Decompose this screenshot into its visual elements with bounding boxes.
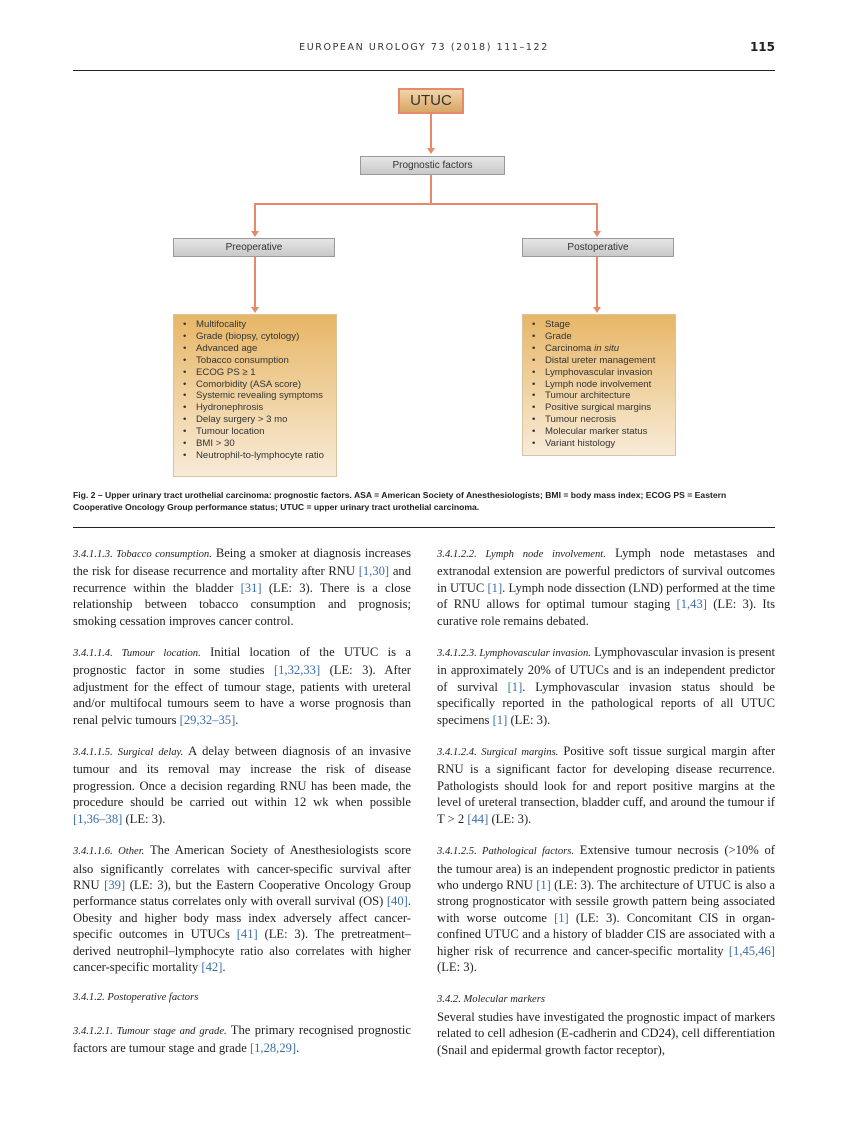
preoperative-factor: • Tobacco consumption (182, 355, 328, 367)
body-paragraph (73, 644, 411, 728)
paragraph-heading: 3.4.1.1.5. Surgical delay. (73, 747, 184, 759)
preoperative-node: Preoperative (173, 238, 335, 257)
paragraph-heading: 3.4.1.1.6. Other. (73, 846, 145, 858)
citation-link[interactable]: [42] (201, 959, 223, 974)
body-paragraph (437, 545, 775, 629)
preoperative-factor: • ECOG PS ≥ 1 (182, 367, 328, 379)
figure-caption: Fig. 2 – Upper urinary tract urothelial carcinoma: prognostic factors. ASA = American Society of Anesthesiologists; BMI = body mass index; ECOG PS = Eastern Cooperative Oncology Group performance status; UTUC = upper urinary tract urothelial carcinoma. (73, 490, 727, 512)
preoperative-factor: • Tumour location (182, 426, 328, 438)
paragraph-heading: 3.4.1.2.4. Surgical margins. (437, 747, 559, 759)
connector (254, 203, 256, 231)
paragraph-text: (LE: 3). (437, 959, 477, 974)
citation-link[interactable]: [1,32,33] (273, 663, 321, 678)
body-paragraph (437, 644, 775, 728)
section-heading: 3.4.2. Molecular markers (437, 994, 545, 1006)
body-paragraph (437, 842, 775, 975)
paragraph-text: (LE: 3). The pretreatment–derived neutrophil–lymphocyte ratio also correlates with higher cancer-specific mortality (73, 927, 412, 974)
citation-link[interactable]: [29,32–35] (179, 712, 236, 727)
postoperative-factor: • Tumour necrosis (531, 414, 667, 426)
caption-rule (73, 527, 775, 528)
header-rule (73, 70, 775, 71)
paragraph-text: . (235, 712, 239, 727)
utuc-node: UTUC (398, 88, 464, 114)
postoperative-factor: • Molecular marker status (531, 426, 667, 438)
postoperative-factor: • Tumour architecture (531, 390, 667, 402)
preoperative-factor: • Systemic revealing symptoms (182, 390, 328, 402)
left-column (73, 545, 411, 1072)
paragraph-text: (LE: 3). (507, 712, 551, 727)
citation-link[interactable]: [1,43] (676, 597, 707, 612)
citation-link[interactable]: [1,36–38] (73, 811, 123, 826)
postoperative-factor: • Positive surgical margins (531, 402, 667, 414)
postoperative-factors-list (522, 314, 676, 456)
body-paragraph (73, 842, 411, 975)
citation-link[interactable]: [44] (467, 811, 489, 826)
citation-link[interactable]: [1,28,29] (249, 1041, 297, 1056)
preoperative-factor: • Comorbidity (ASA score) (182, 379, 328, 391)
citation-link[interactable]: [1] (487, 580, 503, 595)
paragraph-text: Positive soft tissue surgical margin after RNU is a significant factor for developing disease recurrence. Pathologists should look for and report positive margins at the level of ureteral transection, bladder cuff, and around the tumour if T > 2 (437, 744, 776, 826)
citation-link[interactable]: [39] (104, 877, 126, 892)
postoperative-factor: • Variant histology (531, 438, 667, 450)
paragraph-text: (LE: 3). There is a close relationship between tobacco consumption and prognosis; smoking cessation improves cancer control. (73, 580, 411, 628)
preoperative-factor: • Delay surgery > 3 mo (182, 414, 328, 426)
arrow (251, 231, 259, 237)
connector (430, 175, 432, 203)
connector (596, 257, 598, 307)
paragraph-text: Being a smoker at diagnosis increases the risk for disease recurrence and mortality after RNU (73, 546, 412, 579)
citation-link[interactable]: [40] (386, 894, 408, 909)
citation-link[interactable]: [1] (492, 712, 508, 727)
citation-link[interactable]: [31] (240, 580, 262, 595)
connector (254, 257, 256, 307)
citation-link[interactable]: [1] (536, 877, 551, 892)
paragraph-heading: 3.4.1.2.3. Lymphovascular invasion. (437, 648, 591, 660)
body-paragraph (437, 743, 775, 827)
paragraph-text: A delay between diagnosis of an invasive tumour and its removal may increase the risk of disease progression. Once a decision regarding RNU has been made, the procedure should be carried out within 12 wk when possible (73, 744, 411, 810)
preoperative-factor: • BMI > 30 (182, 438, 328, 450)
postoperative-factor: • Stage (531, 319, 667, 331)
running-header (73, 42, 775, 62)
paragraph-text: and recurrence within the bladder (73, 564, 411, 595)
paragraph-heading: 3.4.1.1.3. Tobacco consumption. (73, 549, 212, 560)
paragraph-heading: 3.4.1.2.5. Pathological factors. (437, 846, 575, 858)
right-column (437, 545, 775, 1073)
paragraph-text: (LE: 3), but the Eastern Cooperative Oncology Group performance status correlates only with overall survival (OS) (73, 877, 411, 909)
preoperative-factors-list (173, 314, 337, 477)
paragraph-text: (LE: 3). The architecture of UTUC is also a strong prognosticator with sessile growth pattern being associated with worse outcome (437, 877, 775, 925)
citation-link[interactable]: [1] (554, 910, 569, 925)
paragraph-text: Lymph node metastases and extranodal extension are powerful predictors of survival outcomes in UTUC (437, 546, 775, 595)
preoperative-factor: • Hydronephrosis (182, 402, 328, 414)
connector (596, 203, 598, 231)
preoperative-factor: • Grade (biopsy, cytology) (182, 331, 328, 343)
preoperative-factor: • Advanced age (182, 343, 328, 355)
paragraph-text: . (296, 1041, 300, 1056)
preoperative-factor: • Multifocality (182, 319, 328, 331)
prognostic-factors-diagram (73, 80, 775, 480)
body-paragraph (73, 545, 411, 629)
arrow (251, 307, 259, 313)
postoperative-factor: • Carcinoma in situ (531, 343, 667, 355)
citation-link[interactable]: [1,30] (358, 564, 390, 579)
body-paragraph (73, 743, 411, 827)
paragraph-text: The primary recognised prognostic factors are tumour stage and grade (73, 1022, 411, 1056)
paragraph-text: Initial location of the UTUC is a prognostic factor in some studies (73, 645, 411, 678)
citation-link[interactable]: [1] (507, 679, 523, 694)
paragraph-text: Several studies have investigated the prognostic impact of markers related to cell adhesion (E-cadherin and CD24), cell differentiation (Snail and epidermal growth factor receptor), (437, 1009, 775, 1057)
journal-title: EUROPEAN UROLOGY 73 (2018) 111–122 (299, 42, 549, 53)
arrow (593, 231, 601, 237)
paragraph-heading: 3.4.1.2.1. Tumour stage and grade. (73, 1025, 227, 1037)
paragraph-heading: 3.4.1.1.4. Tumour location. (73, 648, 201, 660)
paragraph-text: The American Society of Anesthesiologists score also significantly correlates with cancer-specific survival after RNU (73, 843, 411, 892)
connector (430, 114, 432, 148)
postoperative-factor: • Lymph node involvement (531, 379, 667, 391)
paragraph-text: (LE: 3). (488, 811, 532, 826)
paragraph-text: . (222, 959, 226, 974)
paragraph-text: (LE: 3). Its curative role remains debated. (437, 597, 775, 628)
paragraph-text: . Obesity and higher body mass index adversely affect cancer-specific outcomes in UTUCs (73, 894, 411, 942)
arrow (593, 307, 601, 313)
section-heading: 3.4.1.2. Postoperative factors (73, 992, 199, 1004)
paragraph-text: . Lymphovascular invasion status should be specifically reported in the pathological reports of all UTUC specimens (437, 679, 775, 727)
citation-link[interactable]: [1,45,46] (728, 943, 775, 958)
preoperative-factor: • Neutrophil-to-lymphocyte ratio (182, 450, 328, 462)
paragraph-text: (LE: 3). (122, 811, 166, 826)
paragraph-text: (LE: 3). Concomitant CIS in organ-confined UTUC and a history of bladder CIS are associated with a higher risk of recurrence and cancer-specific mortality (437, 910, 776, 958)
postoperative-factor: • Distal ureter management (531, 355, 667, 367)
paragraph-text: Lymphovascular invasion is present in approximately 20% of UTUCs and is an independent predictor of survival (437, 645, 775, 694)
paragraph-text: Extensive tumour necrosis (>10% of the tumour area) is an independent prognostic predictor in patients who undergo RNU (437, 843, 775, 892)
prognostic-factors-node: Prognostic factors (360, 156, 505, 175)
paragraph-text: . Lymph node dissection (LND) performed at the time of RNU allows for optimal tumour staging (437, 580, 776, 612)
page-number: 115 (749, 40, 775, 54)
postoperative-factor: • Grade (531, 331, 667, 343)
arrow (427, 148, 435, 154)
postoperative-factor: • Lymphovascular invasion (531, 367, 667, 379)
body-paragraph (73, 990, 411, 1006)
body-paragraph (73, 1022, 411, 1057)
postoperative-node: Postoperative (522, 238, 674, 257)
body-paragraph (437, 990, 775, 1058)
connector (254, 203, 598, 205)
paragraph-text: (LE: 3). After adjustment for the effect of tumour stage, patients with ureteral and/or multifocal tumours seem to have a worse prognosis than renal pelvic tumours (73, 663, 411, 727)
paragraph-heading: 3.4.1.2.2. Lymph node involvement. (437, 549, 606, 560)
citation-link[interactable]: [41] (236, 927, 258, 942)
